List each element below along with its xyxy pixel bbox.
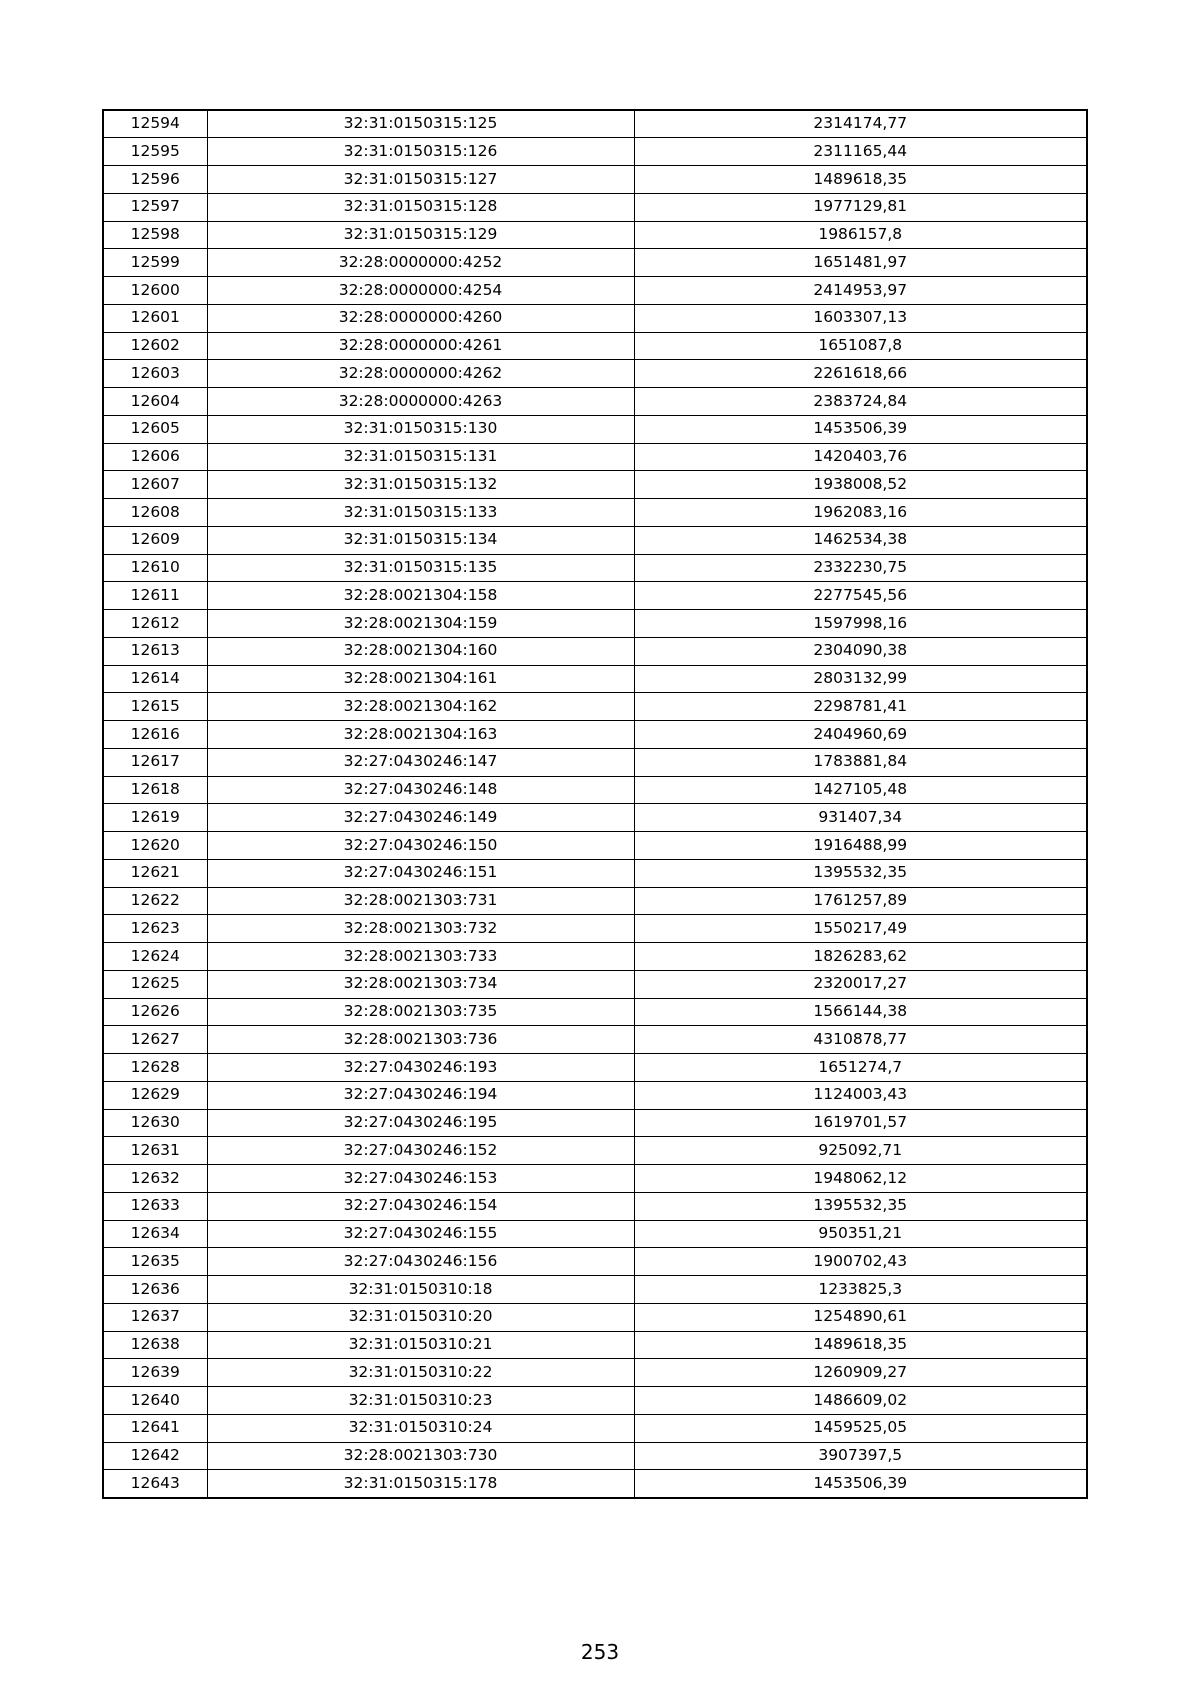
cadastral-value-cell: 1254890,61	[634, 1303, 1087, 1331]
cadastral-value-cell: 1395532,35	[634, 859, 1087, 887]
cadastral-value-cell: 2314174,77	[634, 110, 1087, 138]
row-number-cell: 12633	[103, 1192, 207, 1220]
cadastral-value-cell: 1566144,38	[634, 998, 1087, 1026]
cadastral-value-cell: 1427105,48	[634, 776, 1087, 804]
row-number-cell: 12604	[103, 388, 207, 416]
cadastral-value-cell: 1420403,76	[634, 443, 1087, 471]
cadastral-value-cell: 1651087,8	[634, 332, 1087, 360]
table-row	[103, 943, 1087, 971]
cadastral-number-cell: 32:31:0150315:135	[207, 554, 634, 582]
cadastral-number-cell: 32:31:0150310:21	[207, 1331, 634, 1359]
table-row	[103, 332, 1087, 360]
cadastral-number-cell: 32:31:0150315:127	[207, 166, 634, 194]
table-row	[103, 304, 1087, 332]
cadastral-number-cell: 32:28:0021303:732	[207, 915, 634, 943]
table-row	[103, 138, 1087, 166]
row-number-cell: 12638	[103, 1331, 207, 1359]
cadastral-number-cell: 32:28:0021303:730	[207, 1442, 634, 1470]
cadastral-value-cell: 1783881,84	[634, 748, 1087, 776]
row-number-cell: 12594	[103, 110, 207, 138]
cadastral-value-cell: 1651274,7	[634, 1054, 1087, 1082]
cadastral-value-cell: 1916488,99	[634, 832, 1087, 860]
cadastral-number-cell: 32:27:0430246:151	[207, 859, 634, 887]
cadastral-number-cell: 32:27:0430246:150	[207, 832, 634, 860]
row-number-cell: 12636	[103, 1276, 207, 1304]
cadastral-number-cell: 32:31:0150315:131	[207, 443, 634, 471]
row-number-cell: 12625	[103, 970, 207, 998]
table-row	[103, 721, 1087, 749]
cadastral-value-cell: 3907397,5	[634, 1442, 1087, 1470]
row-number-cell: 12639	[103, 1359, 207, 1387]
cadastral-number-cell: 32:31:0150315:126	[207, 138, 634, 166]
cadastral-value-cell: 2332230,75	[634, 554, 1087, 582]
cadastral-value-cell: 2383724,84	[634, 388, 1087, 416]
cadastral-value-cell: 1453506,39	[634, 415, 1087, 443]
row-number-cell: 12641	[103, 1414, 207, 1442]
cadastral-value-cell: 2277545,56	[634, 582, 1087, 610]
row-number-cell: 12597	[103, 193, 207, 221]
table-row	[103, 526, 1087, 554]
cadastral-value-cell: 925092,71	[634, 1137, 1087, 1165]
cadastral-number-cell: 32:28:0021303:733	[207, 943, 634, 971]
row-number-cell: 12599	[103, 249, 207, 277]
row-number-cell: 12622	[103, 887, 207, 915]
cadastral-value-cell: 1761257,89	[634, 887, 1087, 915]
cadastral-number-cell: 32:28:0021303:731	[207, 887, 634, 915]
cadastral-value-cell: 1597998,16	[634, 610, 1087, 638]
table-row	[103, 1276, 1087, 1304]
cadastral-value-cell: 1900702,43	[634, 1248, 1087, 1276]
cadastral-number-cell: 32:31:0150315:134	[207, 526, 634, 554]
cadastral-number-cell: 32:27:0430246:147	[207, 748, 634, 776]
row-number-cell: 12613	[103, 637, 207, 665]
cadastral-number-cell: 32:27:0430246:155	[207, 1220, 634, 1248]
table-row	[103, 1303, 1087, 1331]
row-number-cell: 12600	[103, 277, 207, 305]
cadastral-number-cell: 32:31:0150315:132	[207, 471, 634, 499]
table-row	[103, 388, 1087, 416]
cadastral-number-cell: 32:28:0021304:160	[207, 637, 634, 665]
cadastral-number-cell: 32:31:0150310:23	[207, 1387, 634, 1415]
row-number-cell: 12643	[103, 1470, 207, 1498]
cadastral-value-cell: 1962083,16	[634, 499, 1087, 527]
cadastral-value-cell: 1395532,35	[634, 1192, 1087, 1220]
row-number-cell: 12617	[103, 748, 207, 776]
row-number-cell: 12619	[103, 804, 207, 832]
cadastral-number-cell: 32:28:0021303:735	[207, 998, 634, 1026]
table-row	[103, 998, 1087, 1026]
table-row	[103, 554, 1087, 582]
row-number-cell: 12634	[103, 1220, 207, 1248]
cadastral-value-cell: 1453506,39	[634, 1470, 1087, 1498]
cadastral-value-cell: 1489618,35	[634, 166, 1087, 194]
row-number-cell: 12632	[103, 1165, 207, 1193]
cadastral-number-cell: 32:27:0430246:194	[207, 1081, 634, 1109]
table-row	[103, 1331, 1087, 1359]
table-row	[103, 748, 1087, 776]
cadastral-number-cell: 32:28:0000000:4254	[207, 277, 634, 305]
cadastral-number-cell: 32:28:0021304:159	[207, 610, 634, 638]
row-number-cell: 12640	[103, 1387, 207, 1415]
table-row	[103, 499, 1087, 527]
table-row	[103, 970, 1087, 998]
row-number-cell: 12630	[103, 1109, 207, 1137]
row-number-cell: 12603	[103, 360, 207, 388]
cadastral-number-cell: 32:27:0430246:195	[207, 1109, 634, 1137]
page-number: 253	[580, 1640, 620, 1664]
table-row	[103, 915, 1087, 943]
table-row	[103, 1137, 1087, 1165]
row-number-cell: 12629	[103, 1081, 207, 1109]
cadastral-value-cell: 2320017,27	[634, 970, 1087, 998]
cadastral-number-cell: 32:28:0021303:734	[207, 970, 634, 998]
cadastral-value-cell: 1489618,35	[634, 1331, 1087, 1359]
cadastral-value-cell: 1619701,57	[634, 1109, 1087, 1137]
table-row	[103, 221, 1087, 249]
table-body	[103, 110, 1087, 1498]
cadastral-value-cell: 2404960,69	[634, 721, 1087, 749]
cadastral-value-cell: 1986157,8	[634, 221, 1087, 249]
cadastral-value-cell: 1459525,05	[634, 1414, 1087, 1442]
table-row	[103, 637, 1087, 665]
row-number-cell: 12627	[103, 1026, 207, 1054]
cadastral-number-cell: 32:28:0021304:162	[207, 693, 634, 721]
table-row	[103, 804, 1087, 832]
cadastral-number-cell: 32:31:0150310:24	[207, 1414, 634, 1442]
row-number-cell: 12618	[103, 776, 207, 804]
cadastral-number-cell: 32:27:0430246:153	[207, 1165, 634, 1193]
table-row	[103, 1442, 1087, 1470]
table-row	[103, 110, 1087, 138]
cadastral-number-cell: 32:28:0000000:4263	[207, 388, 634, 416]
cadastral-value-cell: 950351,21	[634, 1220, 1087, 1248]
cadastral-number-cell: 32:31:0150310:22	[207, 1359, 634, 1387]
table-row	[103, 1414, 1087, 1442]
cadastral-number-cell: 32:27:0430246:148	[207, 776, 634, 804]
cadastral-value-cell: 1233825,3	[634, 1276, 1087, 1304]
row-number-cell: 12621	[103, 859, 207, 887]
cadastral-value-cell: 931407,34	[634, 804, 1087, 832]
cadastral-value-cell: 2803132,99	[634, 665, 1087, 693]
row-number-cell: 12609	[103, 526, 207, 554]
row-number-cell: 12601	[103, 304, 207, 332]
table-row	[103, 582, 1087, 610]
table-row	[103, 1248, 1087, 1276]
row-number-cell: 12610	[103, 554, 207, 582]
table-row	[103, 415, 1087, 443]
cadastral-value-cell: 1948062,12	[634, 1165, 1087, 1193]
cadastral-value-cell: 2261618,66	[634, 360, 1087, 388]
cadastral-value-table	[102, 109, 1088, 1499]
cadastral-number-cell: 32:27:0430246:152	[207, 1137, 634, 1165]
table-row	[103, 193, 1087, 221]
table-row	[103, 1192, 1087, 1220]
row-number-cell: 12637	[103, 1303, 207, 1331]
cadastral-number-cell: 32:28:0021304:158	[207, 582, 634, 610]
row-number-cell: 12635	[103, 1248, 207, 1276]
cadastral-number-cell: 32:31:0150310:18	[207, 1276, 634, 1304]
table-row	[103, 1109, 1087, 1137]
cadastral-number-cell: 32:27:0430246:156	[207, 1248, 634, 1276]
table-row	[103, 166, 1087, 194]
row-number-cell: 12606	[103, 443, 207, 471]
cadastral-value-cell: 1651481,97	[634, 249, 1087, 277]
cadastral-value-cell: 2298781,41	[634, 693, 1087, 721]
row-number-cell: 12612	[103, 610, 207, 638]
row-number-cell: 12595	[103, 138, 207, 166]
cadastral-number-cell: 32:31:0150315:133	[207, 499, 634, 527]
cadastral-number-cell: 32:27:0430246:193	[207, 1054, 634, 1082]
table-row	[103, 1359, 1087, 1387]
row-number-cell: 12626	[103, 998, 207, 1026]
cadastral-value-cell: 2311165,44	[634, 138, 1087, 166]
row-number-cell: 12624	[103, 943, 207, 971]
cadastral-number-cell: 32:31:0150310:20	[207, 1303, 634, 1331]
cadastral-value-cell: 1124003,43	[634, 1081, 1087, 1109]
table-row	[103, 443, 1087, 471]
table-row	[103, 1081, 1087, 1109]
cadastral-value-cell: 1260909,27	[634, 1359, 1087, 1387]
cadastral-number-cell: 32:27:0430246:154	[207, 1192, 634, 1220]
row-number-cell: 12614	[103, 665, 207, 693]
row-number-cell: 12605	[103, 415, 207, 443]
row-number-cell: 12623	[103, 915, 207, 943]
cadastral-number-cell: 32:31:0150315:128	[207, 193, 634, 221]
cadastral-number-cell: 32:28:0021303:736	[207, 1026, 634, 1054]
table-row	[103, 887, 1087, 915]
cadastral-value-cell: 1550217,49	[634, 915, 1087, 943]
cadastral-number-cell: 32:31:0150315:130	[207, 415, 634, 443]
table-row	[103, 693, 1087, 721]
table-row	[103, 665, 1087, 693]
cadastral-value-cell: 2414953,97	[634, 277, 1087, 305]
cadastral-number-cell: 32:31:0150315:125	[207, 110, 634, 138]
cadastral-value-cell: 1977129,81	[634, 193, 1087, 221]
table-row	[103, 859, 1087, 887]
cadastral-number-cell: 32:31:0150315:178	[207, 1470, 634, 1498]
table-row	[103, 832, 1087, 860]
row-number-cell: 12607	[103, 471, 207, 499]
row-number-cell: 12631	[103, 1137, 207, 1165]
row-number-cell: 12620	[103, 832, 207, 860]
row-number-cell: 12596	[103, 166, 207, 194]
row-number-cell: 12611	[103, 582, 207, 610]
cadastral-value-cell: 1826283,62	[634, 943, 1087, 971]
row-number-cell: 12608	[103, 499, 207, 527]
table-row	[103, 1054, 1087, 1082]
cadastral-number-cell: 32:28:0000000:4260	[207, 304, 634, 332]
table-row	[103, 1470, 1087, 1498]
cadastral-value-cell: 4310878,77	[634, 1026, 1087, 1054]
cadastral-number-cell: 32:28:0021304:163	[207, 721, 634, 749]
cadastral-number-cell: 32:31:0150315:129	[207, 221, 634, 249]
cadastral-number-cell: 32:28:0000000:4252	[207, 249, 634, 277]
row-number-cell: 12615	[103, 693, 207, 721]
cadastral-value-cell: 1938008,52	[634, 471, 1087, 499]
table-row	[103, 1026, 1087, 1054]
table-row	[103, 776, 1087, 804]
table-row	[103, 277, 1087, 305]
row-number-cell: 12642	[103, 1442, 207, 1470]
cadastral-number-cell: 32:28:0021304:161	[207, 665, 634, 693]
cadastral-number-cell: 32:28:0000000:4261	[207, 332, 634, 360]
row-number-cell: 12616	[103, 721, 207, 749]
table-row	[103, 471, 1087, 499]
table-row	[103, 1165, 1087, 1193]
table-row	[103, 610, 1087, 638]
cadastral-value-cell: 1462534,38	[634, 526, 1087, 554]
cadastral-number-cell: 32:28:0000000:4262	[207, 360, 634, 388]
table-row	[103, 1220, 1087, 1248]
table-row	[103, 1387, 1087, 1415]
row-number-cell: 12602	[103, 332, 207, 360]
table-row	[103, 360, 1087, 388]
cadastral-number-cell: 32:27:0430246:149	[207, 804, 634, 832]
row-number-cell: 12628	[103, 1054, 207, 1082]
cadastral-value-cell: 1603307,13	[634, 304, 1087, 332]
table-row	[103, 249, 1087, 277]
cadastral-value-cell: 1486609,02	[634, 1387, 1087, 1415]
cadastral-value-cell: 2304090,38	[634, 637, 1087, 665]
row-number-cell: 12598	[103, 221, 207, 249]
